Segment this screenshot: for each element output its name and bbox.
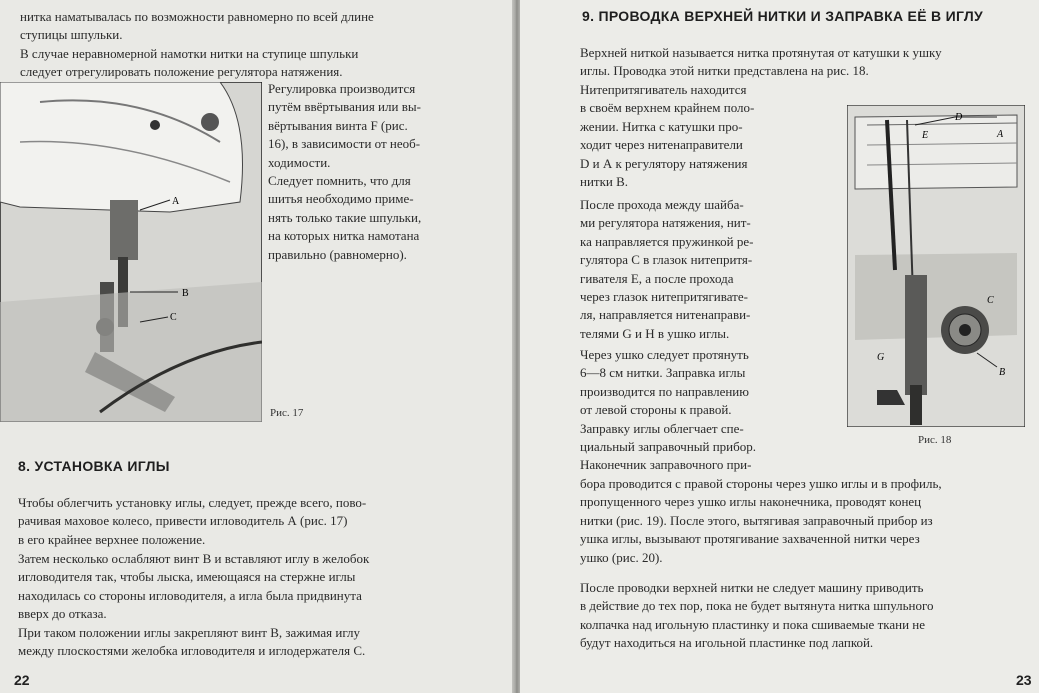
- text-line: в своём верхнем крайнем поло-: [580, 100, 755, 116]
- text-line: путём ввёртывания или вы-: [268, 99, 421, 115]
- text-line: следует отрегулировать положение регулятора натяжения.: [20, 64, 343, 80]
- figure-17: [0, 82, 262, 422]
- threading-paragraph: [580, 346, 800, 475]
- intro-paragraph-right: [580, 44, 1022, 81]
- text-line: телями G и Н в ушко иглы.: [580, 325, 730, 341]
- text-line: ми регулятора натяжения, нит-: [580, 215, 751, 231]
- text-line: После прохода между шайба-: [580, 197, 744, 212]
- label-d: D: [955, 112, 963, 123]
- text-line: Заправку иглы облегчает спе-: [580, 420, 744, 436]
- text-line: нитки В.: [580, 174, 629, 190]
- sewing-machine-presser-foot-illustration: [0, 82, 262, 422]
- page-number-left: 22: [14, 672, 30, 688]
- text-line: между плоскостями желобка игловодителя и иглодержателя С.: [18, 643, 366, 659]
- text-line: вёртывания винта F (рис.: [268, 117, 408, 133]
- text-line: гивателя Е, а после прохода: [580, 270, 734, 286]
- body-paragraph-3: [18, 624, 458, 661]
- warning-paragraph: [580, 579, 1030, 653]
- left-page: [0, 0, 512, 693]
- label-e: E: [922, 130, 929, 141]
- text-line: гулятора С в глазок нитепритя-: [580, 252, 753, 268]
- washers-paragraph: [580, 196, 800, 343]
- text-line: ходимости.: [268, 154, 331, 170]
- text-line: Затем несколько ослабляют винт В и вставляют иглу в желобок: [18, 551, 370, 566]
- text-line: бора проводится с правой стороны через ушко иглы и в профиль,: [580, 476, 942, 491]
- text-line: При таком положении иглы закрепляют винт В, зажимая иглу: [18, 625, 360, 640]
- text-line: производится по направлению: [580, 383, 749, 399]
- text-line: пропущенного через ушко иглы наконечника, проводят конец: [580, 494, 922, 510]
- text-line: рачивая маховое колесо, привести игловодитель А (рис. 17): [18, 513, 348, 529]
- text-line: Через ушко следует протянуть: [580, 347, 749, 362]
- remember-paragraph: [268, 172, 466, 264]
- regulation-paragraph: [20, 45, 488, 82]
- text-line: Следует помнить, что для: [268, 173, 411, 188]
- text-line: иглы. Проводка этой нитки представлена на рис. 18.: [580, 63, 869, 79]
- text-line: После проводки верхней нитки не следует машину приводить: [580, 580, 924, 595]
- upper-thread-path-illustration: [847, 105, 1025, 427]
- text-line: нять только такие шпульки,: [268, 209, 422, 225]
- text-line: Нитепритягиватель находится: [580, 82, 747, 97]
- label-c: C: [170, 312, 177, 323]
- body-paragraph-1: [18, 494, 458, 549]
- text-line: шитья необходимо приме-: [268, 191, 414, 207]
- text-line: через глазок нитепритягивате-: [580, 289, 748, 305]
- text-line: вверх до отказа.: [18, 606, 107, 622]
- text-line: 16), в зависимости от необ-: [268, 136, 421, 152]
- text-line: ушка иглы, вызывают протягивание захваченной нитки через: [580, 531, 920, 547]
- section-heading-needle: 8. УСТАНОВКА ИГЛЫ: [18, 458, 170, 474]
- text-line: нитки (рис. 19). После этого, вытягивая заправочный прибор из: [580, 512, 933, 528]
- label-c: C: [987, 295, 994, 306]
- figure-17-caption: Рис. 17: [270, 407, 304, 419]
- text-line: ля, направляется нитенаправи-: [580, 307, 751, 323]
- section-heading-thread: 9. ПРОВОДКА ВЕРХНЕЙ НИТКИ И ЗАПРАВКА ЕЁ В ИГЛУ: [582, 8, 984, 24]
- adjust-paragraph: [268, 80, 466, 172]
- text-line: ступицы шпульки.: [20, 27, 123, 43]
- text-line: колпачка над игольную пластинку и пока сшиваемые ткани не: [580, 616, 926, 632]
- text-line: игловодителя так, чтобы лыска, имеющаяся на стержне иглы: [18, 569, 356, 585]
- text-line: в действие до тех пор, пока не будет вытянута нитка шпульного: [580, 598, 934, 614]
- right-page: [520, 0, 1039, 693]
- text-line: ка направляется пружинкой ре-: [580, 233, 754, 249]
- text-line: Верхней ниткой называется нитка протянутая от катушки к ушку: [580, 45, 942, 60]
- label-g: G: [877, 352, 885, 363]
- text-line: 6—8 см нитки. Заправка иглы: [580, 365, 746, 381]
- label-b: B: [182, 288, 189, 299]
- text-line: В случае неравномерной намотки нитки на ступице шпульки: [20, 46, 359, 61]
- text-line: жении. Нитка с катушки про-: [580, 118, 743, 134]
- tension-paragraph: [580, 81, 800, 191]
- text-line: от левой стороны к правой.: [580, 402, 732, 418]
- text-line: ходит через нитенаправители: [580, 137, 743, 153]
- text-line: будут находиться на игольной пластинке под лапкой.: [580, 635, 874, 651]
- label-b: B: [999, 367, 1006, 378]
- text-line: на которых нитка намотана: [268, 228, 420, 244]
- text-line: ушко (рис. 20).: [580, 549, 663, 565]
- threading-continued-paragraph: [580, 475, 1030, 567]
- text-line: Регулировка производится: [268, 81, 416, 96]
- text-line: D и А к регулятору натяжения: [580, 155, 748, 171]
- text-line: находилась со стороны игловодителя, а игла была придвинута: [18, 587, 362, 603]
- text-line: правильно (равномерно).: [268, 246, 407, 262]
- text-line: в его крайнее верхнее положение.: [18, 531, 206, 547]
- text-line: нитка наматывалась по возможности равномерно по всей длине: [20, 9, 374, 24]
- body-paragraph-2: [18, 550, 458, 624]
- label-a: A: [997, 129, 1004, 140]
- label-a: A: [172, 196, 180, 207]
- figure-18: [847, 105, 1025, 427]
- text-line: Чтобы облегчить установку иглы, следует, прежде всего, пово-: [18, 495, 367, 510]
- text-line: Наконечник заправочного при-: [580, 457, 752, 473]
- intro-paragraph: [20, 8, 488, 45]
- page-number-right: 23: [1016, 672, 1032, 688]
- text-line: циальный заправочный прибор.: [580, 439, 757, 455]
- figure-18-caption: Рис. 18: [918, 434, 952, 446]
